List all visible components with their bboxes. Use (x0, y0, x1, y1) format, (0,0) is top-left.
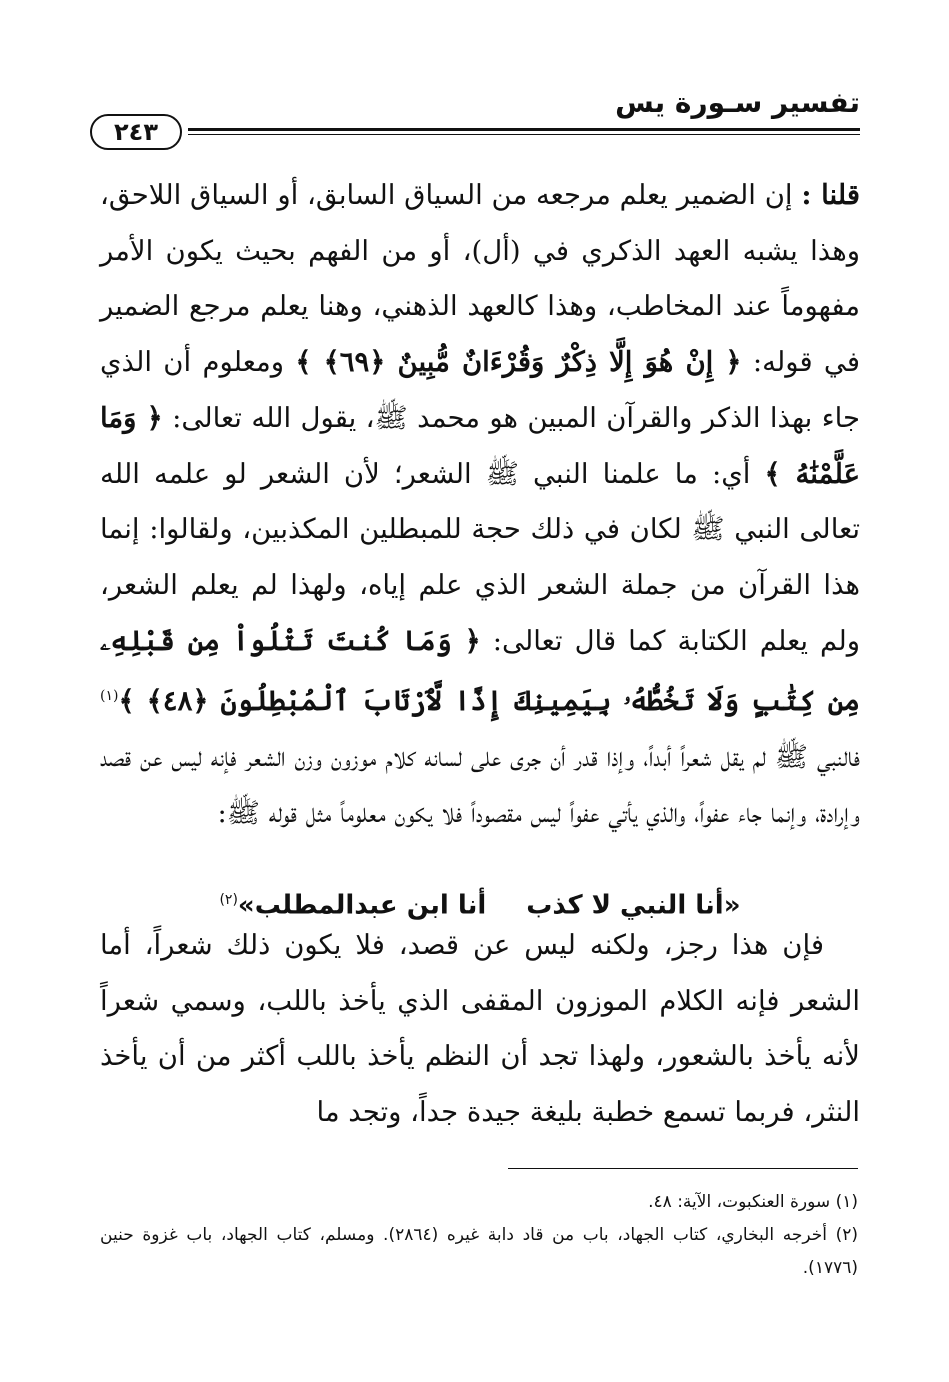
quran-quote: ﴿ وَمَا كُنتَ تَتْلُواْ مِن قَبْلِهِۦ مِن كِتَٰبٍ وَلَا تَخُطُّهُۥ بِيَمِينِكَ إِذًا لَّٱرْتَابَ ٱلْمُبْطِلُونَ ﴿٤٨﴾ ﴾ (100, 624, 860, 718)
footnotes (100, 1186, 858, 1285)
text-run: إن الضمير يعلم مرجعه من السياق السابق، أو السياق اللاحق، وهذا يشبه العهد الذكري في (أل)، أو من الفهم بحيث يكون الأمر مفهوماً عند المخاطب، وهذا كالعهد الذهني، وهنا يعلم مرجع الضمير في قوله: (100, 179, 860, 379)
main-text-continued (100, 918, 860, 1141)
text-run: أي: ما علمنا النبي ﷺ الشعر؛ لأن الشعر لو علمه الله تعالى النبي ﷺ لكان في ذلك حجة للمبطلين المكذبين، ولقالوا: إنما هذا القرآن من جملة الشعر الذي علم إياه، ولهذا لم يعلم الشعر، ولم يعلم الكتابة كما قال تعالى: (100, 457, 860, 657)
footnote-1: (١) سورة العنكبوت، الآية: ٤٨. (648, 1192, 858, 1212)
paragraph-2: فإن هذا رجز، ولكنه ليس عن قصد، فلا يكون ذلك شعراً، أما الشعر فإنه الكلام الموزون المقفى الذي يأخذ باللب، وسمي شعراً لأنه يأخذ بالشعور، ولهذا تجد أن النظم يأخذ باللب أكثر من أن يأخذ النثر، فربما تسمع خطبة بليغة جيدة جداً، وتجد ما (100, 929, 860, 1129)
page-number: ٢٤٣ (90, 114, 182, 150)
header-rule (188, 128, 860, 131)
text-run: فالنبي ﷺ لم يقل شعراً أبداً، وإذا قدر أن جرى على لسانه كلام موزون وزن الشعر فإنه ليس عن قصد وإرادة، وإنما جاء عفواً، والذي يأتي عفواً ليس مقصوداً فلا يكون معلوماً مثل قوله ﷺ: (100, 741, 860, 829)
footnote-ref: (١) (100, 688, 119, 705)
text-run: ومعلوم أن الذي جاء بهذا الذكر والقرآن المبين هو محمد ﷺ، يقول الله تعالى: (100, 346, 860, 434)
verse-hemistich-1: «أنا النبي لا كذب (526, 890, 741, 921)
main-text (100, 168, 860, 842)
quran-quote: ﴿ إِنْ هُوَ إِلَّا ذِكْرٌ وَقُرْءَانٌ مُّبِينٌ ﴿٦٩﴾ ﴾ (295, 346, 742, 379)
footnote-2: (٢) أخرجه البخاري، كتاب الجهاد، باب من قاد دابة غيره (٢٨٦٤). ومسلم، كتاب الجهاد، باب غزوة حنين (١٧٧٦). (100, 1225, 858, 1278)
page-header (88, 86, 860, 156)
verse-hemistich-2: أنا ابن عبدالمطلب» (237, 890, 487, 921)
header-rule-thin (188, 134, 860, 135)
running-title: تفسير سـورة يس (615, 86, 860, 119)
quran-quote: ﴿ وَمَا عَلَّمْنَٰهُ ﴾ (100, 401, 860, 490)
footnote-separator (508, 1168, 858, 1169)
paragraph-lead: قلنا : (801, 179, 861, 211)
footnote-ref: (٢) (219, 892, 238, 908)
paragraph-1 (100, 168, 860, 842)
